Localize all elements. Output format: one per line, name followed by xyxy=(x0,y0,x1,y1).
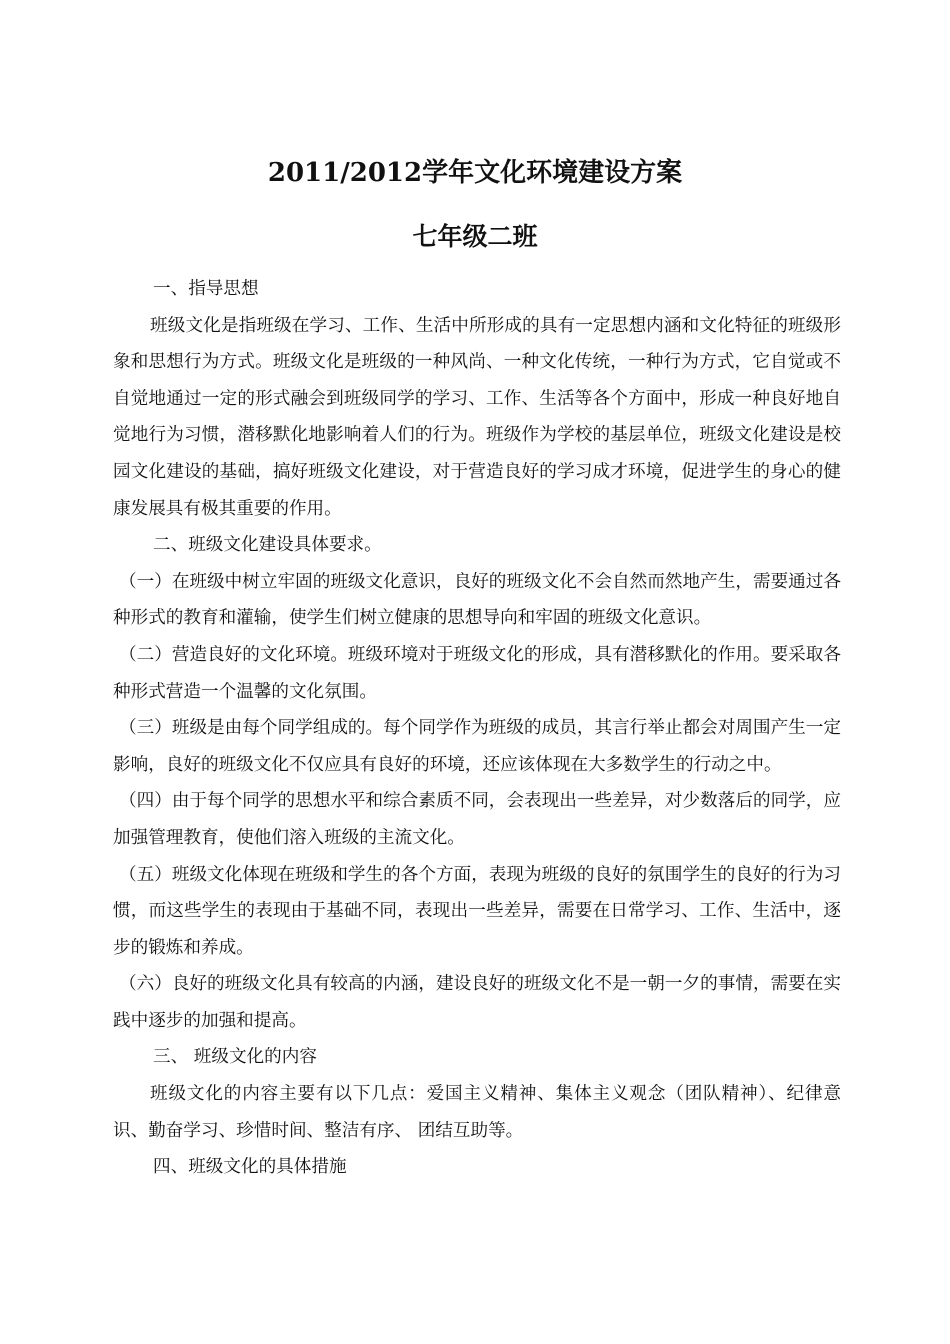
section-heading-content: 三、 班级文化的内容 xyxy=(153,1047,317,1068)
paragraph-culture-content: 班级文化的内容主要有以下几点：爱国主义精神、集体主义观念（团队精神）、纪律意识、勤奋学习、珍惜时间、整洁有序、 团结互助等。 xyxy=(113,1084,841,1141)
section-heading-measures: 四、班级文化的具体措施 xyxy=(153,1157,347,1178)
section-heading-guiding-ideology: 一、指导思想 xyxy=(153,279,259,299)
requirement-item-4: （四）由于每个同学的思想水平和综合素质不同，会表现出一些差异，对少数落后的同学，应加强管理教育，使他们溶入班级的主流文化。 xyxy=(113,791,841,848)
requirement-item-5: （五）班级文化体现在班级和学生的各个方面，表现为班级的良好的氛围学生的良好的行为习惯，而这些学生的表现由于基础不同，表现出一些差异，需要在日常学习、工作、生活中，逐步的锻炼和养成。 xyxy=(113,864,841,958)
document-body xyxy=(113,271,841,1186)
document-title: 2011/2012学年文化环境建设方案 xyxy=(267,158,683,188)
document-subtitle: 七年级二班 xyxy=(412,222,538,251)
requirement-item-3: （三）班级是由每个同学组成的。每个同学作为班级的成员，其言行举止都会对周围产生一定影响，良好的班级文化不仅应具有良好的环境，还应该体现在大多数学生的行动之中。 xyxy=(113,718,841,775)
requirement-item-2: （二）营造良好的文化环境。班级环境对于班级文化的形成，具有潜移默化的作用。要采取各种形式营造一个温馨的文化氛围。 xyxy=(113,644,841,702)
requirement-item-1: （一）在班级中树立牢固的班级文化意识，良好的班级文化不会自然而然地产生，需要通过各种形式的教育和灌输，使学生们树立健康的思想导向和牢固的班级文化意识。 xyxy=(113,571,841,629)
requirement-item-6: （六）良好的班级文化具有较高的内涵，建设良好的班级文化不是一朝一夕的事情，需要在实践中逐步的加强和提高。 xyxy=(113,974,841,1031)
section-heading-requirements: 二、班级文化建设具体要求。 xyxy=(153,535,382,556)
paragraph-class-culture-definition: 班级文化是指班级在学习、工作、生活中所形成的具有一定思想内涵和文化特征的班级形象和思想行为方式。班级文化是班级的一种风尚、一种文化传统，一种行为方式，它自觉或不自觉地通过一定的形式融会到班级同学的学习、工作、生活等各个方面中，形成一种良好地自觉地行为习惯，潜移默化地影响着人们的行为。班级作为学校的基层单位，班级文化建设是校园文化建设的基础，搞好班级文化建设，对于营造良好的学习成才环境，促进学生的身心的健康发展具有极其重要的作用。 xyxy=(113,315,841,519)
